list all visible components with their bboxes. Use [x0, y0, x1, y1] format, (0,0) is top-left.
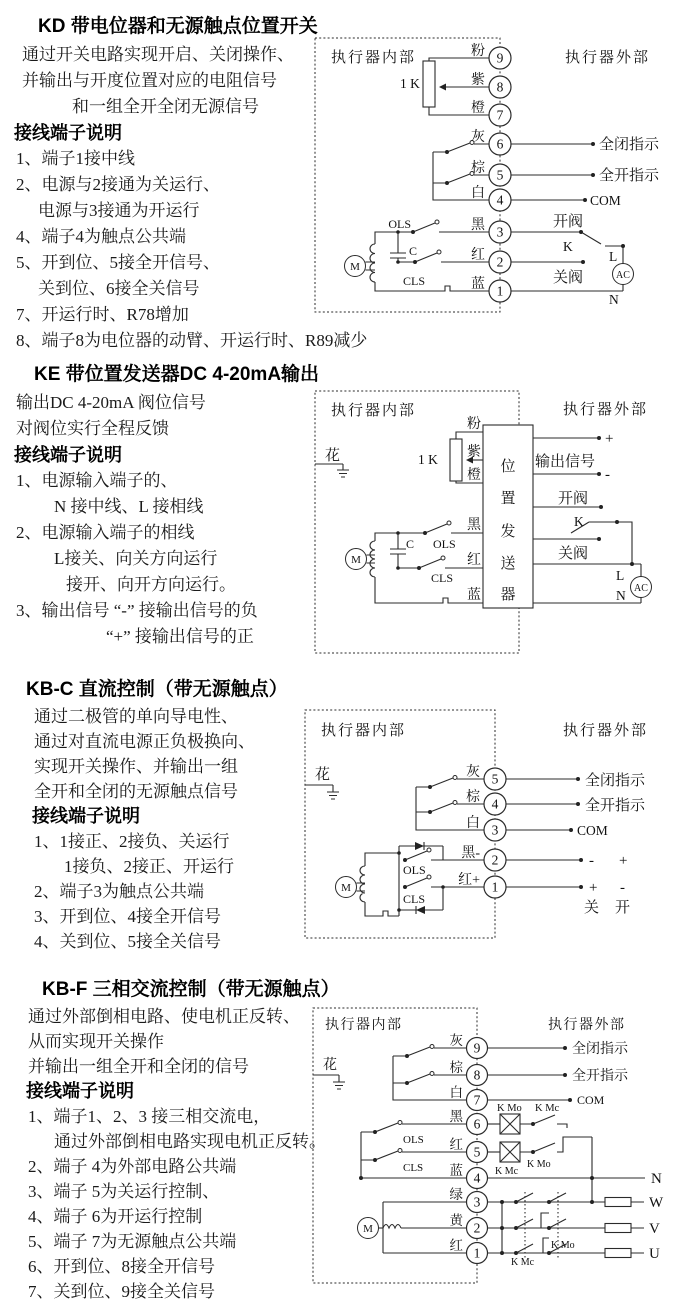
full-open-label: 全开指示: [599, 168, 660, 184]
com-label: COM: [577, 1093, 605, 1107]
ke-notes-heading: 接线端子说明: [14, 445, 122, 465]
terminal-number: 2: [496, 254, 504, 270]
kbf-diagram: [311, 1006, 680, 1298]
ke-note: N 接中线、L 接相线: [54, 497, 204, 516]
kd-inner-label: 执行器内部: [331, 50, 417, 66]
polarity-sign: +: [589, 880, 598, 896]
kbc-motor-label: M: [341, 882, 351, 894]
kd-note: 电源与3接通为开运行: [38, 201, 200, 220]
wire-label: 棕: [449, 1060, 463, 1075]
kbf-note: 2、端子 4为外部电路公共端: [28, 1157, 237, 1176]
ke-wiring-lines: [315, 391, 652, 653]
kbc-desc-line: 通过二极管的单向导电性、: [34, 707, 238, 726]
ke-note: 3、输出信号 “-” 接输出信号的负: [16, 601, 258, 620]
ke-note: 2、电源输入端子的相线: [16, 523, 195, 542]
kbf-outer-label: 执行器外部: [548, 1018, 626, 1033]
wire-label: 黑: [449, 1109, 463, 1124]
terminal-number: 3: [491, 822, 499, 838]
polarity-sign: -: [620, 880, 625, 896]
com-label: COM: [577, 823, 608, 838]
v-phase-label: V: [649, 1221, 660, 1237]
open-valve-label: 开阀: [558, 491, 589, 507]
ke-pot-label: 1 K: [418, 452, 438, 467]
kmo-group-label: K Mo: [551, 1240, 575, 1251]
wire-label: 粉: [471, 44, 485, 59]
kbf-note: 5、端子 7为无源触点公共端: [28, 1232, 237, 1251]
terminal-number: 3: [473, 1194, 481, 1210]
kbc-desc-line: 通过对直流电源正负极换向、: [34, 732, 255, 751]
wire-label: 红: [449, 1238, 463, 1253]
kd-wire-color-labels: [471, 42, 486, 292]
kd-ols-label: OLS: [388, 217, 411, 231]
ke-note: “+” 接输出信号的正: [106, 627, 254, 646]
kbf-inner-label: 执行器内部: [325, 1018, 403, 1033]
section-kbc-title: KB-C 直流控制（带无源触点）: [26, 679, 288, 700]
ke-ground-label: 花: [325, 448, 341, 464]
kd-note: 1、端子1接中线: [16, 149, 135, 168]
ke-desc-line: 输出DC 4-20mA 阀位信号: [16, 393, 206, 412]
terminal-number: 1: [473, 1245, 481, 1261]
wire-label: 粉: [467, 417, 481, 432]
kbf-note: 4、端子 6为开运行控制: [28, 1207, 203, 1226]
kd-diagram: [313, 34, 680, 316]
close-label: 关: [584, 900, 600, 916]
wire-label: 蓝: [471, 277, 485, 292]
terminal-number: 5: [491, 771, 499, 787]
kbc-terminals: [484, 768, 506, 898]
kbc-outer-label: 执行器外部: [563, 723, 649, 739]
wire-label: 白: [466, 816, 480, 831]
box-char: 发: [500, 524, 516, 540]
kd-desc-line: 并输出与开度位置对应的电阻信号: [22, 71, 277, 90]
wire-label: 橙: [471, 101, 485, 116]
ke-wire-color-labels: [467, 415, 482, 603]
ke-inner-label: 执行器内部: [331, 403, 417, 419]
ke-outer-label: 执行器外部: [563, 402, 649, 418]
wire-label: 紫: [467, 445, 481, 460]
wire-label: 红+: [458, 873, 480, 888]
kd-note: 关到位、6接全关信号: [38, 279, 200, 298]
ke-desc-line: 对阀位实行全程反馈: [16, 419, 169, 438]
wire-label: 红: [449, 1137, 463, 1152]
kbf-note: 3、端子 5为关运行控制、: [28, 1182, 220, 1201]
wire-label: 蓝: [449, 1163, 463, 1178]
terminal-number: 5: [473, 1144, 481, 1160]
l-label: L: [609, 249, 618, 264]
kbf-ground-label: 花: [323, 1058, 337, 1073]
kbc-note: 1、1接正、2接负、关运行: [34, 832, 230, 851]
ke-motor-label: M: [351, 554, 361, 566]
kbf-notes-heading: 接线端子说明: [26, 1081, 134, 1101]
kd-note: 5、开到位、5接全开信号、: [16, 253, 220, 272]
kd-pot-label: 1 K: [400, 76, 420, 91]
full-close-label: 全闭指示: [599, 137, 660, 153]
terminal-number: 9: [473, 1040, 481, 1056]
kbf-note: 7、关到位、9接全关信号: [28, 1282, 215, 1301]
section-kd-title: KD 带电位器和无源触点位置开关: [38, 16, 318, 37]
kbc-desc-line: 实现开关操作、并输出一组: [34, 757, 238, 776]
kd-notes-heading: 接线端子说明: [14, 123, 122, 143]
terminal-number: 4: [473, 1170, 481, 1186]
wire-label: 灰: [471, 130, 485, 145]
wire-label: 黑: [467, 518, 481, 533]
k-switch-label: K: [563, 239, 573, 254]
full-close-label: 全闭指示: [585, 773, 646, 789]
ke-note: 1、电源输入端子的、: [16, 471, 178, 490]
wire-label: 白: [449, 1085, 463, 1100]
kbf-wire-color-labels: [450, 1033, 464, 1253]
kbf-desc-line: 并输出一组全开和全闭的信号: [28, 1057, 249, 1076]
wire-label: 灰: [449, 1033, 463, 1048]
terminal-number: 4: [496, 192, 504, 208]
kbc-ols-label: OLS: [403, 863, 426, 877]
box-char: 器: [500, 587, 516, 603]
wire-label: 棕: [471, 161, 485, 176]
kbc-desc-line: 全开和全闭的无源触点信号: [34, 782, 238, 801]
ke-cap-label: C: [406, 537, 415, 551]
kbc-note: 3、开到位、4接全开信号: [34, 907, 221, 926]
terminal-number: 8: [496, 79, 504, 95]
kd-outer-label: 执行器外部: [565, 50, 651, 66]
terminal-number: 9: [496, 50, 504, 66]
com-label: COM: [590, 193, 621, 208]
wire-label: 蓝: [467, 588, 481, 603]
kd-terminals: [489, 47, 511, 302]
kbf-note: 通过外部倒相电路实现电机正反转。: [54, 1132, 326, 1151]
terminal-number: 4: [491, 796, 499, 812]
output-signal-label: 输出信号: [535, 454, 596, 470]
wire-label: 紫: [471, 73, 485, 88]
terminal-number: 7: [496, 107, 504, 123]
terminal-number: 3: [496, 224, 504, 240]
kbc-wire-color-labels: [458, 764, 481, 888]
ac-source-label: AC: [616, 270, 630, 281]
wire-label: 红: [467, 553, 481, 568]
wire-label: 灰: [466, 765, 480, 780]
kbf-note: 1、端子1、2、3 接三相交流电，: [28, 1107, 271, 1126]
kd-note: 8、端子8为电位器的动臂、开运行时、R89减少: [16, 331, 368, 350]
ke-note: 接开、向开方向运行。: [66, 575, 236, 594]
kbc-note: 1接负、2接正、开运行: [64, 857, 234, 876]
kd-motor-label: M: [350, 261, 360, 273]
polarity-sign: +: [619, 853, 628, 869]
kmc-group-label: K Mc: [511, 1257, 535, 1268]
close-valve-label: 关阀: [553, 270, 584, 286]
kmo-contact-label: K Mo: [527, 1159, 551, 1170]
kbc-cls-label: CLS: [403, 892, 426, 906]
ke-ols-label: OLS: [433, 537, 456, 551]
terminal-number: 7: [473, 1092, 481, 1108]
section-ke-title: KE 带位置发送器DC 4-20mA输出: [34, 364, 320, 385]
kbc-diagram: [303, 706, 680, 949]
minus-label: -: [605, 467, 610, 483]
terminal-number: 6: [496, 136, 504, 152]
wire-label: 黑-: [461, 846, 480, 861]
kd-cls-label: CLS: [402, 274, 425, 288]
box-char: 置: [500, 491, 516, 507]
open-label: 开: [615, 900, 631, 916]
kbc-notes-heading: 接线端子说明: [32, 806, 140, 826]
terminal-number: 6: [473, 1116, 481, 1132]
section-kbf-title: KB-F 三相交流控制（带无源触点）: [42, 979, 340, 1000]
wire-label: 绿: [449, 1187, 463, 1202]
kbf-desc-line: 通过外部倒相电路、使电机正反转、: [28, 1007, 300, 1026]
full-open-label: 全开指示: [572, 1069, 628, 1084]
close-valve-label: 关阀: [558, 546, 589, 562]
ac-source-label: AC: [634, 583, 648, 594]
ke-note: L接关、向关方向运行: [54, 549, 218, 568]
kbc-note: 4、关到位、5接全关信号: [34, 932, 221, 951]
kd-note: 4、端子4为触点公共端: [16, 227, 186, 246]
plus-label: +: [605, 431, 614, 447]
kd-right-labels: [553, 136, 660, 307]
wire-label: 黑: [471, 218, 485, 233]
kmo-coil-label: K Mo: [497, 1103, 522, 1114]
full-open-label: 全开指示: [585, 798, 646, 814]
kd-desc-line: 和一组全开全闭无源信号: [72, 97, 259, 116]
ke-right-labels: [535, 431, 648, 603]
u-phase-label: U: [649, 1246, 660, 1262]
wire-label: 黄: [449, 1213, 463, 1228]
ke-diagram: [313, 386, 680, 660]
kd-note: 2、电源与2接通为关运行、: [16, 175, 220, 194]
kbc-ground-label: 花: [315, 767, 331, 783]
kd-desc-line: 通过开关电路实现开启、关闭操作、: [22, 45, 294, 64]
wire-label: 橙: [467, 468, 481, 483]
terminal-number: 8: [473, 1067, 481, 1083]
terminal-number: 2: [491, 852, 499, 868]
wire-label: 棕: [466, 790, 480, 805]
n-phase-label: N: [651, 1171, 662, 1187]
kd-note: 7、开运行时、R78增加: [16, 305, 189, 324]
w-phase-label: W: [649, 1195, 664, 1211]
terminal-number: 1: [496, 283, 504, 299]
full-close-label: 全闭指示: [572, 1042, 628, 1057]
kbf-ols-label: OLS: [403, 1134, 424, 1146]
wire-label: 白: [471, 186, 485, 201]
k-switch-label: K: [574, 514, 584, 529]
polarity-sign: -: [589, 853, 594, 869]
kbf-note: 6、开到位、8接全开信号: [28, 1257, 215, 1276]
kbf-motor-label: M: [363, 1223, 373, 1235]
kbc-right-labels: [577, 772, 646, 916]
kmc-contact-label: K Mc: [535, 1103, 560, 1114]
l-label: L: [616, 568, 625, 583]
kd-cap-label: C: [409, 244, 418, 258]
n-label: N: [616, 588, 626, 603]
kmc-coil-label: K Mc: [495, 1166, 519, 1177]
kbf-terminals: [467, 1038, 488, 1264]
box-char: 送: [500, 556, 516, 572]
box-char: 位: [500, 459, 516, 475]
kbc-inner-label: 执行器内部: [321, 723, 407, 739]
terminal-number: 5: [496, 167, 504, 183]
terminal-number: 2: [473, 1220, 481, 1236]
terminal-number: 1: [491, 879, 499, 895]
wire-label: 红: [471, 248, 485, 263]
open-valve-label: 开阀: [553, 214, 584, 230]
kbf-desc-line: 从而实现开关操作: [28, 1032, 164, 1051]
n-label: N: [609, 292, 619, 307]
kbc-wiring-lines: [305, 710, 581, 938]
ke-cls-label: CLS: [431, 571, 454, 585]
kbc-note: 2、端子3为触点公共端: [34, 882, 204, 901]
kbf-cls-label: CLS: [403, 1162, 424, 1174]
